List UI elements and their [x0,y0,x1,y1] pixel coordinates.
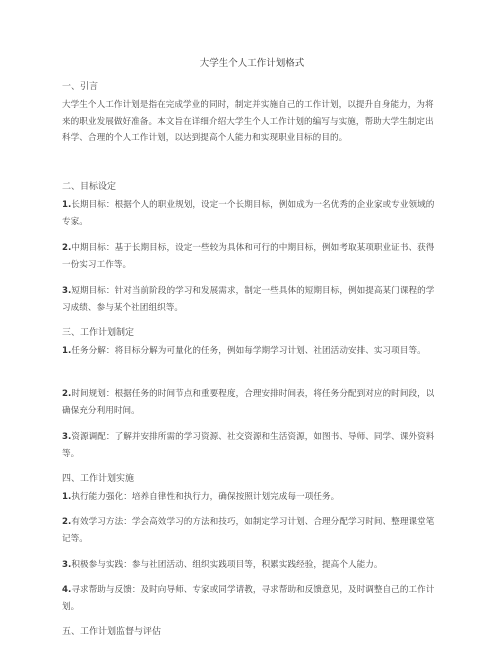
list-item-resource-allocation [62,429,442,462]
item-number: 3. [62,432,72,442]
list-item-long-term-goal [62,197,442,230]
item-number: 2. [62,389,72,399]
item-text: 任务分解：将目标分解为可量化的任务，例如每学期学习计划、社团活动安排、实习项目等。 [71,346,426,356]
list-item-execution [62,489,442,506]
section-heading-plan-execution: 四、工作计划实施 [62,474,135,484]
item-text: 短期目标：针对当前阶段的学习和发展需求，制定一些具体的短期目标，例如提高某门课程的学习成绩、参与某个社团组织等。 [62,286,435,313]
item-number: 4. [62,585,72,595]
list-item-feedback [62,582,442,615]
item-text: 有效学习方法：学会高效学习的方法和技巧，如制定学习计划、合理分配学习时间、整理课堂笔记等。 [62,517,435,544]
paragraph-intro [62,97,442,147]
item-number: 1. [62,200,72,210]
section-heading-intro: 一、引言 [62,82,99,92]
list-item-mid-term-goal [62,240,442,273]
list-item-time-planning [62,386,442,419]
item-text: 时间规划：根据任务的时间节点和重要程度，合理安排时间表，将任务分配到对应的时间段，以确保充分利用时间。 [62,389,435,416]
section-heading-plan-making: 三、工作计划制定 [62,328,135,338]
list-item-learning-methods [62,514,442,547]
item-text: 积极参与实践：参与社团活动、组织实践项目等，积累实践经验，提高个人能力。 [71,560,383,570]
item-text: 执行能力强化：培养自律性和执行力，确保按照计划完成每一项任务。 [71,492,340,502]
list-item-short-term-goal [62,283,442,316]
item-text: 中期目标：基于长期目标，设定一些较为具体和可行的中期目标，例如考取某项职业证书、获得一份实习工作等。 [62,243,435,270]
item-number: 2. [62,517,72,527]
item-number: 1. [62,346,72,356]
item-number: 2. [62,243,72,253]
section-heading-supervision: 五、工作计划监督与评估 [62,627,162,637]
item-text: 寻求帮助与反馈：及时向导师、专家或同学请教，寻求帮助和反馈意见，及时调整自己的工作计划。 [62,585,435,612]
list-item-task-breakdown [62,343,442,360]
document-title: 大学生个人工作计划格式 [199,58,305,69]
item-text: 资源调配：了解并安排所需的学习资源、社交资源和生活资源，如图书、导师、同学、课外资料等。 [62,432,435,459]
item-text: 长期目标：根据个人的职业规划，设定一个长期目标，例如成为一名优秀的企业家或专业领域的专家。 [62,200,435,227]
item-number: 3. [62,286,72,296]
item-number: 3. [62,560,72,570]
item-number: 1. [62,492,72,502]
list-item-practice [62,557,442,574]
paragraph-text: 大学生个人工作计划是指在完成学业的同时，制定并实施自己的工作计划，以提升自身能力，为将来的职业发展做好准备。本文旨在详细介绍大学生个人工作计划的编写与实施，帮助大学生制定出科学、合理的个人工作计划，以达到提高个人能力和实现职业目标的目的。 [62,100,434,143]
section-heading-goals: 二、目标设定 [62,182,117,192]
